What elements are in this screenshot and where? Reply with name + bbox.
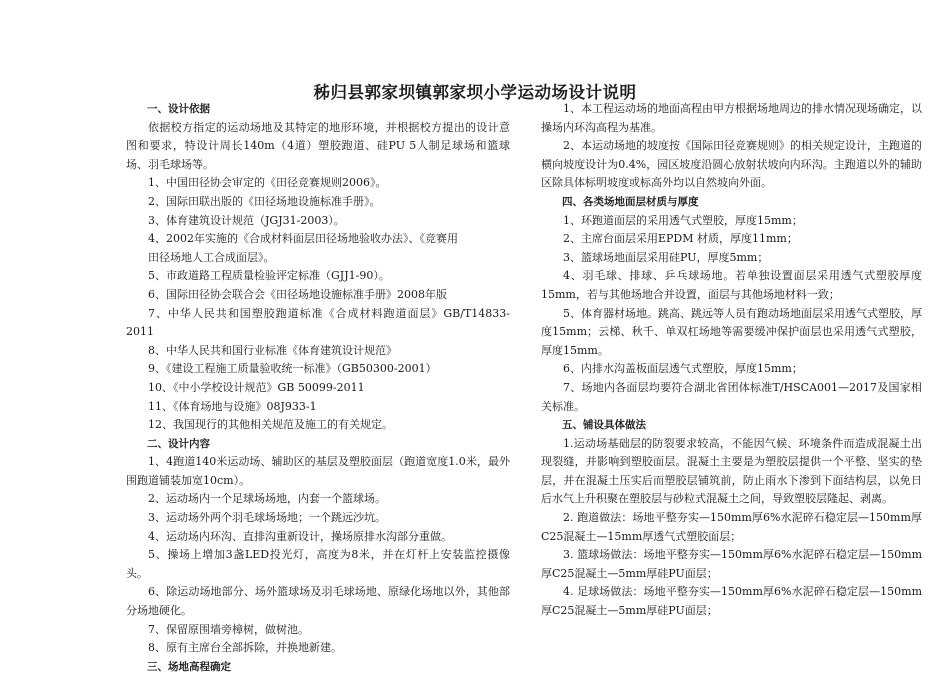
content-item: 4、运动场内环沟、直排沟重新设计，操场原排水沟部分重做。 bbox=[148, 529, 452, 543]
basis-item: 7、中华人民共和国塑胶跑道标准《合成材料跑道面层》GB/T14833-2011 bbox=[126, 306, 510, 339]
basis-item: 2、国际田联出版的《田径场地设施标准手册》。 bbox=[148, 194, 381, 208]
section-heading-3: 三、场地高程确定 bbox=[147, 660, 231, 673]
content-item: 8、原有主席台全部拆除，并换地新建。 bbox=[148, 641, 342, 655]
surface-item: 3、篮球场地面层采用硅PU，厚度5mm； bbox=[563, 250, 769, 264]
construction-item: 3. 篮球场做法：场地平整夯实—150mm厚6%水泥碎石稳定层—150mm厚C25混凝土—5mm厚硅PU面层； bbox=[541, 548, 922, 580]
content-item: 1、4跑道140米运动场、辅助区的基层及塑胶面层（跑道宽度1.0米，最外围跑道铺装加宽10cm）。 bbox=[126, 455, 510, 487]
basis-item: 1、中国田径协会审定的《田径竞赛规则2006》。 bbox=[148, 176, 387, 190]
construction-item: 4. 足球场做法：场地平整夯实—150mm厚6%水泥碎石稳定层—150mm厚C25混凝土—5mm厚硅PU面层； bbox=[541, 585, 922, 618]
basis-item: 10、《中小学校设计规范》GB 50099-2011 bbox=[148, 380, 365, 394]
surface-item: 4、羽毛球、排球、乒乓球场地。若单独设置面层采用透气式塑胶厚度15mm，若与其他场地合并设置，面层与其他场地材料一致； bbox=[541, 269, 922, 301]
elevation-item: 2、本运动场地的坡度按《国际田径竞赛规则》的相关规定设计，主跑道的横向坡度设计为0.4%，园区坡度沿圆心放射状坡向内环沟。主跑道以外的辅助区除具体标明坡度或标高外均以自然坡向外面。 bbox=[541, 139, 922, 190]
section-heading-4: 四、各类场地面层材质与厚度 bbox=[562, 195, 699, 208]
section-heading-2: 二、设计内容 bbox=[147, 437, 210, 450]
basis-item: 9、《建设工程施工质量验收统一标准》（GB50300-2001） bbox=[148, 362, 437, 376]
surface-item: 2、主席台面层采用EPDM 材质，厚度11mm； bbox=[563, 232, 798, 246]
document-title: 秭归县郭家坝镇郭家坝小学运动场设计说明 bbox=[313, 83, 637, 102]
construction-item: 2. 跑道做法：场地平整夯实—150mm厚6%水泥碎石稳定层—150mm厚C25混凝土—15mm厚透气式塑胶面层； bbox=[541, 511, 922, 543]
content-item: 3、运动场外两个羽毛球场场地；一个跳远沙坑。 bbox=[148, 511, 386, 525]
content-item: 5、操场上增加3盏LED投光灯，高度为8米，并在灯杆上安装监控摄像头。 bbox=[126, 548, 510, 580]
basis-item-continuation: 田径场地人工合成面层》。 bbox=[148, 250, 275, 264]
section-heading-5: 五、铺设具体做法 bbox=[562, 419, 646, 432]
section-1-intro: 依据校方指定的运动场地及其特定的地形环境，并根据校方提出的设计意图和要求，特设计周长140m（4道）塑胶跑道、硅PU 5人制足球场和篮球场、羽毛球场等。 bbox=[126, 120, 510, 171]
construction-item: 1.运动场基础层的防裂要求较高，不能因气候、环境条件而造成混凝土出现裂缝，并影响到塑胶面层。混凝土主要是为塑胶层提供一个平整、坚实的垫层，并在混凝土压实后而塑胶层铺筑前，防止雨水下渗到下面结构层，以免日后水气上升积聚在塑胶层与砂粒式混凝土之间，导致塑胶层隆起、剥离。 bbox=[541, 436, 922, 506]
surface-item: 7、场地内各面层均要符合湖北省团体标准T/HSCA001—2017及国家相关标准。 bbox=[541, 380, 922, 413]
content-item: 7、保留原围墙旁樟树，做树池。 bbox=[148, 622, 309, 636]
basis-item: 8、中华人民共和国行业标准《体育建筑设计规范》 bbox=[148, 343, 397, 357]
surface-item: 6、内排水沟盖板面层透气式塑胶，厚度15mm； bbox=[563, 362, 803, 376]
section-heading-1: 一、设计依据 bbox=[147, 103, 210, 115]
left-column bbox=[126, 100, 510, 676]
surface-item: 5、体育器材场地。跳高、跳远等人员有跑动场地面层采用透气式塑胶，厚度15mm；云梯、秋千、单双杠场地等需要缓冲保护面层也采用透气式塑胶，厚度15mm。 bbox=[541, 306, 922, 357]
basis-item: 3、体育建筑设计规范（JGJ31-2003）。 bbox=[148, 213, 345, 227]
content-item: 2、运动场内一个足球场场地，内套一个篮球场。 bbox=[148, 492, 386, 506]
basis-item: 12、我国现行的其他相关规范及施工的有关规定。 bbox=[148, 418, 393, 432]
basis-item: 6、国际田径协会联合会《田径场地设施标准手册》2008年版 bbox=[148, 287, 447, 301]
right-column bbox=[541, 100, 922, 621]
elevation-item: 1、本工程运动场的地面高程由甲方根据场地周边的排水情况现场确定，以操场内环沟高程为基准。 bbox=[541, 102, 922, 134]
surface-item: 1、环跑道面层的采用透气式塑胶，厚度15mm； bbox=[563, 213, 803, 227]
basis-item: 5、市政道路工程质量检验评定标准（GJJ1-90）。 bbox=[148, 269, 390, 283]
basis-item: 4、2002年实施的《合成材料面层田径场地验收办法》、《竞赛用 bbox=[148, 232, 458, 246]
basis-item: 11、《体育场地与设施》08J933-1 bbox=[148, 399, 317, 413]
content-item: 6、除运动场地部分、场外篮球场及羽毛球场地、原绿化场地以外，其他部分场地硬化。 bbox=[126, 585, 510, 618]
